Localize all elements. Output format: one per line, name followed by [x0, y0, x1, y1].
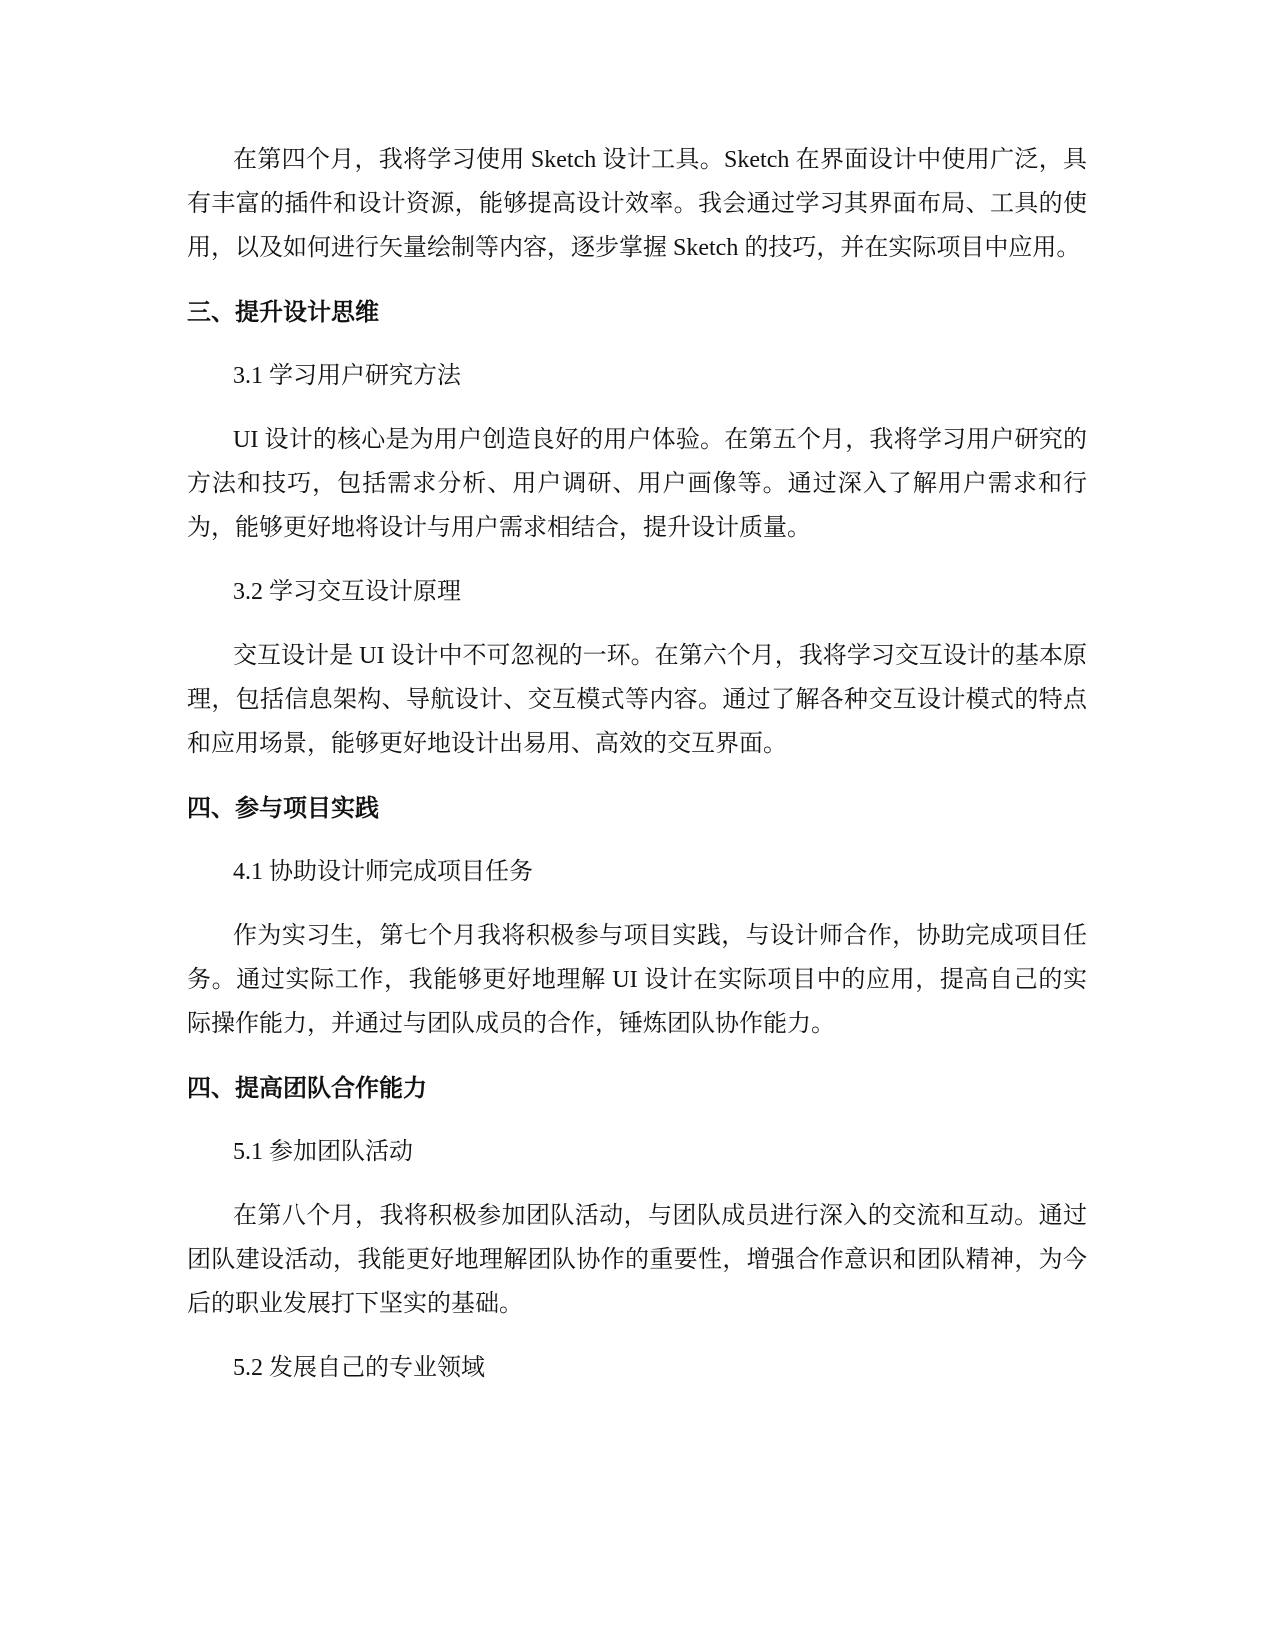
subheading-4-1: 4.1 协助设计师完成项目任务	[233, 859, 533, 885]
paragraph-5-1: 在第八个月，我将积极参加团队活动，与团队成员进行深入的交流和互动。通过团队建设活动，我能更好地理解团队协作的重要性，增强合作意识和团队精神，为今后的职业发展打下坚实的基础。	[187, 1203, 1087, 1317]
subheading-3-1: 3.1 学习用户研究方法	[233, 363, 461, 389]
paragraph-3-1: UI 设计的核心是为用户创造良好的用户体验。在第五个月，我将学习用户研究的方法和技巧，包括需求分析、用户调研、用户画像等。通过深入了解用户需求和行为，能够更好地将设计与用户需求相结合，提升设计质量。	[187, 427, 1087, 541]
subheading-5-1: 5.1 参加团队活动	[233, 1139, 413, 1165]
subheading-3-2: 3.2 学习交互设计原理	[233, 579, 461, 605]
paragraph-3-2: 交互设计是 UI 设计中不可忽视的一环。在第六个月，我将学习交互设计的基本原理，包括信息架构、导航设计、交互模式等内容。通过了解各种交互设计模式的特点和应用场景，能够更好地设计出易用、高效的交互界面。	[187, 643, 1087, 757]
subheading-5-2: 5.2 发展自己的专业领域	[233, 1355, 485, 1381]
paragraph-sketch: 在第四个月，我将学习使用 Sketch 设计工具。Sketch 在界面设计中使用广泛，具有丰富的插件和设计资源，能够提高设计效率。我会通过学习其界面布局、工具的使用，以及如何进行矢量绘制等内容，逐步掌握 Sketch 的技巧，并在实际项目中应用。	[187, 147, 1087, 261]
paragraph-4-1: 作为实习生，第七个月我将积极参与项目实践，与设计师合作，协助完成项目任务。通过实际工作，我能够更好地理解 UI 设计在实际项目中的应用，提高自己的实际操作能力，并通过与团队成员的合作，锤炼团队协作能力。	[187, 923, 1087, 1037]
section-heading-3: 三、提升设计思维	[187, 298, 379, 326]
section-heading-4: 四、参与项目实践	[187, 794, 379, 822]
document-page	[187, 138, 1087, 1390]
section-heading-5: 四、提高团队合作能力	[187, 1074, 427, 1102]
